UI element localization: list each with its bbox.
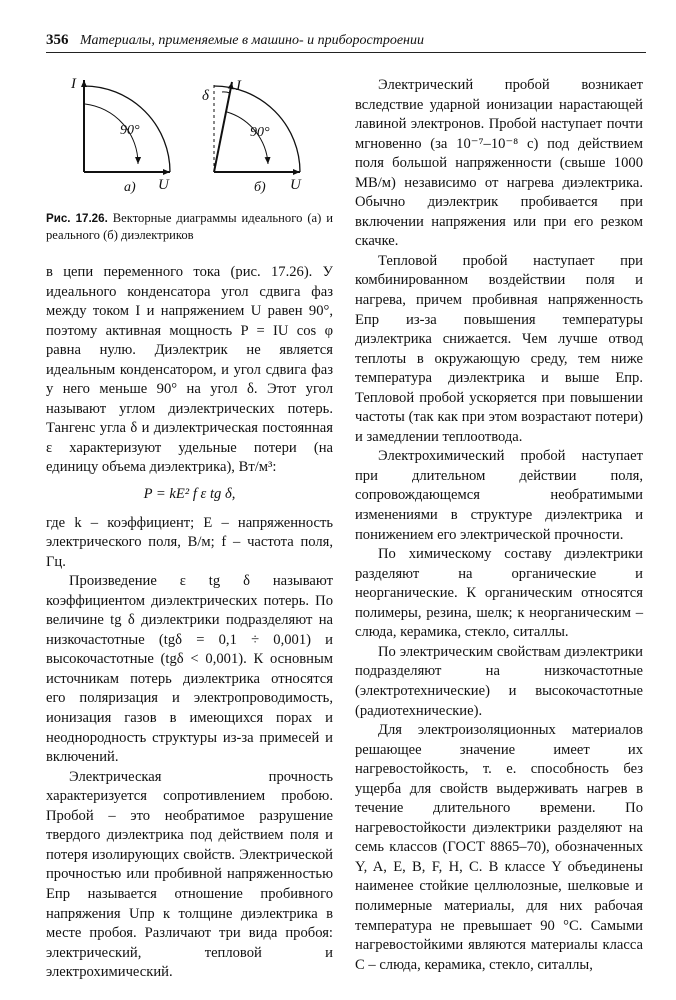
axis-i-label: I (236, 78, 241, 94)
left-column (46, 263, 333, 983)
caption-text: Векторные диаграммы идеального (а) и реального (б) диэлектриков (46, 211, 334, 242)
paragraph: Электрическая прочность характеризуется сопротивлением пробою. Пробой – это необратимое разрушение твердого диэлектрика под действием поля и потеря изолирующих свойств. Электрической прочностью или пробивной напряженностью Eпр называется отношение пробивного напряжения Uпр к толщине диэлектрика в месте пробоя. Различают три вида пробоя: электрический, тепловой и электрохимический. (46, 768, 333, 981)
paragraph: Тепловой пробой наступает при комбинированном воздействии поля и нагрева, причем пробивная напряженность Eпр из-за повышения температуры диэлектрика снижается. Чем лучше отвод теплоты в окружающую среду, тем ниже температура диэлектрика и выше Eпр. Тепловой пробой ускоряется при повышении частоты (так как при этом возрастают потери) и замедлении теплоотвода. (355, 252, 643, 445)
paragraph: Произведение ε tg δ называют коэффициентом диэлектрических потерь. По величине tg δ диэлектрики подразделяют на низкочастотные (tgδ = 0,1 ÷ 0,001) и высокочастотные (tgδ < 0,001). К основным источникам потерь диэлектрика относятся его поляризация и электропроводимость, ионизация газов в имеющихся порах и неоднородность структуры из-за примесей и включений. (46, 573, 333, 766)
current-vector (214, 82, 232, 172)
formula: P = kE² f ε tg δ, (143, 486, 236, 503)
figure-17-26 (46, 64, 333, 202)
angle-label: 90° (120, 123, 140, 138)
vector-diagrams (46, 64, 333, 202)
paragraph: Электрический пробой возникает вследствие ударной ионизации нарастающей лавиной электронов. Пробой наступает почти мгновенно (за 10⁻⁷–10⁻⁸ с) под действием поля большой напряженности (свыше 1000 МВ/м) независимо от нагрева диэлектрика. Обычно диэлектрик пробивается при включении напряжения или при его резком скачке. (355, 77, 643, 250)
angle-label: 90° (250, 125, 270, 140)
axis-u-label: U (158, 177, 169, 193)
paragraph: Электрохимический пробой наступает при длительном действии поля, сопровождающемся необратимыми изменениями в структуре диэлектрика и понижением его электрической прочности. (355, 448, 643, 543)
header-rule (46, 52, 646, 53)
page-number: 356 (46, 32, 69, 48)
paragraph: По электрическим свойствам диэлектрики подразделяют на низкочастотные (электротехнические) и высокочастотные (радиотехнические). (355, 643, 643, 719)
delta-label: δ (202, 88, 209, 104)
axis-u-label: U (290, 177, 301, 193)
diagram-ideal (70, 76, 170, 195)
running-title: Материалы, применяемые в машино- и приборостроении (80, 33, 424, 48)
axis-i-label: I (71, 76, 76, 92)
sublabel-b: б) (254, 180, 266, 195)
figure-caption (46, 210, 333, 244)
paragraph: в цепи переменного тока (рис. 17.26). У идеального конденсатора угол сдвига фаз между током I и напряжением U равен 90°, поэтому активная мощность P = IU cos φ равна нулю. Диэлектрик не является идеальным конденсатором, и угол сдвига фаз у него меньше 90° на угол δ. Этот угол называют углом диэлектрических потерь. Тангенс угла δ и диэлектрическая постоянная ε характеризуют удельные потери (на единицу объема диэлектрика), Вт/м³: (46, 264, 333, 476)
right-column (355, 76, 643, 975)
diagram-real (202, 78, 302, 195)
sublabel-a: а) (124, 180, 136, 195)
paragraph: где k – коэффициент; E – напряженность электрического поля, В/м; f – частота поля, Гц. (46, 514, 333, 570)
page-header (46, 32, 646, 54)
caption-label: Рис. 17.26. (46, 212, 108, 225)
paragraph: Для электроизоляционных материалов решающее значение имеет их нагревостойкость, т. е. способность без ущерба для свойств выдерживать нагрев в течение длительного времени. По нагревостойкости диэлектрики разделяют на семь классов (ГОСТ 8865–70), обозначенных Y, A, E, B, F, H, C. В классе Y объединены наименее стойкие целлюлозные, шелковые и полимерные материалы, для них рабочая температура не превышает 90 °C. Самыми нагревостойкими являются материалы класса C – слюда, керамика, стекло, ситаллы, (355, 722, 643, 973)
delta-arc (222, 92, 230, 93)
paragraph: По химическому составу диэлектрики разделяют на органические и неорганические. К органическим относятся полимеры, резина, шелк; к неорганическим – слюда, керамика, стекло, ситаллы. (355, 546, 643, 641)
